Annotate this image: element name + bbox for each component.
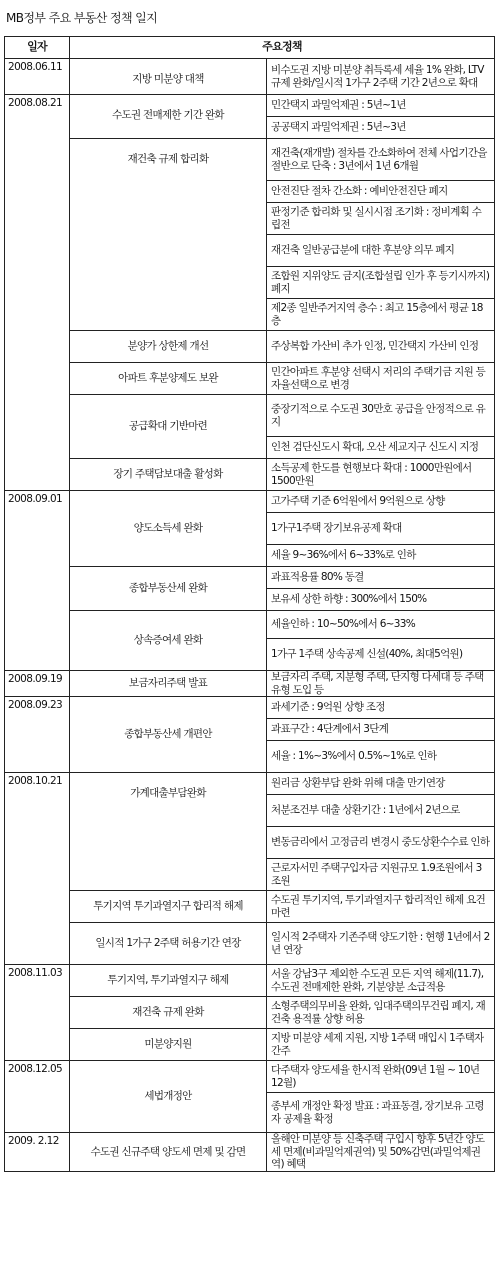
policy-detail: 과표구간 : 4단계에서 3단계 bbox=[267, 719, 495, 741]
date-cell: 2008.10.21 bbox=[5, 773, 70, 965]
table-row bbox=[5, 95, 495, 117]
policy-category: 양도소득세 완화 bbox=[70, 491, 267, 567]
table-row bbox=[5, 891, 495, 923]
policy-category: 미분양지원 bbox=[70, 1029, 267, 1061]
table-row bbox=[5, 1133, 495, 1172]
policy-detail: 재건축(재개발) 절차를 간소화하여 전체 사업기간을 절반으로 단축 : 3년에서 1년 6개월 bbox=[267, 139, 495, 181]
table-row bbox=[5, 1029, 495, 1061]
policy-category: 일시적 1가구 2주택 허용기간 연장 bbox=[70, 923, 267, 965]
policy-category: 재건축 규제 완화 bbox=[70, 997, 267, 1029]
policy-detail: 원리금 상환부담 완화 위해 대출 만기연장 bbox=[267, 773, 495, 795]
table-row bbox=[5, 1061, 495, 1093]
policy-detail: 소득공제 한도를 현행보다 확대 : 1000만원에서 1500만원 bbox=[267, 459, 495, 491]
table-row bbox=[5, 773, 495, 795]
table-row bbox=[5, 611, 495, 639]
policy-category: 수도권 신규주택 양도세 면제 및 감면 bbox=[70, 1133, 267, 1172]
date-cell: 2008.11.03 bbox=[5, 965, 70, 1061]
policy-detail: 고가주택 기준 6억원에서 9억원으로 상향 bbox=[267, 491, 495, 513]
policy-detail: 1가구 1주택 상속공제 신설(40%, 최대5억원) bbox=[267, 639, 495, 671]
policy-detail: 세율 9~36%에서 6~33%로 인하 bbox=[267, 545, 495, 567]
date-cell: 2008.09.23 bbox=[5, 697, 70, 773]
policy-detail: 민간택지 과밀억제권 : 5년~1년 bbox=[267, 95, 495, 117]
policy-detail: 세율 : 1%~3%에서 0.5%~1%로 인하 bbox=[267, 741, 495, 773]
policy-category: 가계대출부담완화 bbox=[70, 773, 267, 891]
policy-detail: 처분조건부 대출 상환기간 : 1년에서 2년으로 bbox=[267, 795, 495, 827]
date-cell: 2009. 2.12 bbox=[5, 1133, 70, 1172]
table-row bbox=[5, 671, 495, 697]
policy-detail: 보금자리 주택, 지분형 주택, 단지형 다세대 등 주택 유형 도입 등 bbox=[267, 671, 495, 697]
policy-detail: 중장기적으로 수도권 30만호 공급을 안정적으로 유지 bbox=[267, 395, 495, 437]
policy-category: 종합부동산세 개편안 bbox=[70, 697, 267, 773]
table-row bbox=[5, 139, 495, 181]
policy-detail: 종부세 개정안 확정 발표 : 과표동결, 장기보유 고령자 공제율 확정 bbox=[267, 1093, 495, 1133]
policy-category: 투기지역 투기과열지구 합리적 해제 bbox=[70, 891, 267, 923]
table-row bbox=[5, 567, 495, 589]
policy-detail: 비수도권 지방 미분양 취득록세 세율 1% 완화, LTV 규제 완화/일시적 1가구 2주택 기간 2년으로 확대 bbox=[267, 59, 495, 95]
date-cell: 2008.09.01 bbox=[5, 491, 70, 671]
policy-detail: 소형주택의무비율 완화, 임대주택의무건립 폐지, 재건축 용적률 상향 허용 bbox=[267, 997, 495, 1029]
table-row bbox=[5, 395, 495, 437]
date-cell: 2008.09.19 bbox=[5, 671, 70, 697]
policy-detail: 수도권 투기지역, 투기과열지구 합리적인 해제 요건 마련 bbox=[267, 891, 495, 923]
table-row bbox=[5, 491, 495, 513]
policy-category: 분양가 상한제 개선 bbox=[70, 331, 267, 363]
policy-detail: 지방 미분양 세제 지원, 지방 1주택 매입시 1주택자 간주 bbox=[267, 1029, 495, 1061]
table-row bbox=[5, 363, 495, 395]
policy-category: 종합부동산세 완화 bbox=[70, 567, 267, 611]
policy-detail: 주상복합 가산비 추가 인정, 민간택지 가산비 인정 bbox=[267, 331, 495, 363]
table-header-row bbox=[5, 37, 495, 59]
policy-category: 재건축 규제 합리화 bbox=[70, 139, 267, 331]
policy-category: 지방 미분양 대책 bbox=[70, 59, 267, 95]
policy-detail: 안전진단 절차 간소화 : 예비안전진단 폐지 bbox=[267, 181, 495, 203]
policy-category: 투기지역, 투기과열지구 해제 bbox=[70, 965, 267, 997]
policy-category: 세법개정안 bbox=[70, 1061, 267, 1133]
policy-detail: 민간아파트 후분양 선택시 저리의 주택기금 지원 등 자율선택으로 변경 bbox=[267, 363, 495, 395]
table-body bbox=[5, 59, 495, 1172]
policy-category: 장기 주택담보대출 활성화 bbox=[70, 459, 267, 491]
policy-detail: 일시적 2주택자 기존주택 양도기한 : 현행 1년에서 2년 연장 bbox=[267, 923, 495, 965]
policy-detail: 서울 강남3구 제외한 수도권 모든 지역 해제(11.7), 수도권 전매제한 완화, 기분양분 소급적용 bbox=[267, 965, 495, 997]
policy-detail: 보유세 상한 하향 : 300%에서 150% bbox=[267, 589, 495, 611]
policy-category: 공급확대 기반마련 bbox=[70, 395, 267, 459]
date-cell: 2008.08.21 bbox=[5, 95, 70, 491]
table-row bbox=[5, 697, 495, 719]
policy-detail: 제2종 일반주거지역 층수 : 최고 15층에서 평균 18층 bbox=[267, 299, 495, 331]
policy-table bbox=[4, 36, 495, 1172]
policy-category: 상속증여세 완화 bbox=[70, 611, 267, 671]
date-cell: 2008.06.11 bbox=[5, 59, 70, 95]
policy-detail: 과세기준 : 9억원 상향 조정 bbox=[267, 697, 495, 719]
policy-detail: 과표적용률 80% 동결 bbox=[267, 567, 495, 589]
table-row bbox=[5, 331, 495, 363]
policy-detail: 인천 검단신도시 확대, 오산 세교지구 신도시 지정 bbox=[267, 437, 495, 459]
table-row bbox=[5, 459, 495, 491]
policy-detail: 조합원 지위양도 금지(조합설립 인가 후 등기시까지) 폐지 bbox=[267, 267, 495, 299]
policy-detail: 1가구1주택 장기보유공제 확대 bbox=[267, 513, 495, 545]
table-row bbox=[5, 59, 495, 95]
table-row bbox=[5, 997, 495, 1029]
policy-category: 수도권 전매제한 기간 완화 bbox=[70, 95, 267, 139]
policy-detail: 올해안 미분양 등 신축주택 구입시 향후 5년간 양도세 면제(비과밀억제권역) 및 50%감면(과밀억제권역) 혜택 bbox=[267, 1133, 495, 1172]
policy-category: 아파트 후분양제도 보완 bbox=[70, 363, 267, 395]
table-row bbox=[5, 965, 495, 997]
policy-category: 보금자리주택 발표 bbox=[70, 671, 267, 697]
policy-detail: 다주택자 양도세율 한시적 완화(09년 1월 ~ 10년 12월) bbox=[267, 1061, 495, 1093]
policy-column-header: 주요정책 bbox=[70, 37, 495, 59]
policy-detail: 근로자서민 주택구입자금 지원규모 1.9조원에서 3조원 bbox=[267, 859, 495, 891]
policy-detail: 판정기준 합리화 및 실시시점 조기화 : 정비계획 수립전 bbox=[267, 203, 495, 235]
date-column-header: 일자 bbox=[5, 37, 70, 59]
policy-detail: 재건축 일반공급분에 대한 후분양 의무 폐지 bbox=[267, 235, 495, 267]
policy-detail: 세율인하 : 10~50%에서 6~33% bbox=[267, 611, 495, 639]
document-title: MB정부 주요 부동산 정책 일지 bbox=[6, 11, 158, 25]
policy-detail: 변동금리에서 고정금리 변경시 중도상환수수료 인하 bbox=[267, 827, 495, 859]
table-row bbox=[5, 923, 495, 965]
date-cell: 2008.12.05 bbox=[5, 1061, 70, 1133]
policy-detail: 공공택지 과밀억제권 : 5년~3년 bbox=[267, 117, 495, 139]
